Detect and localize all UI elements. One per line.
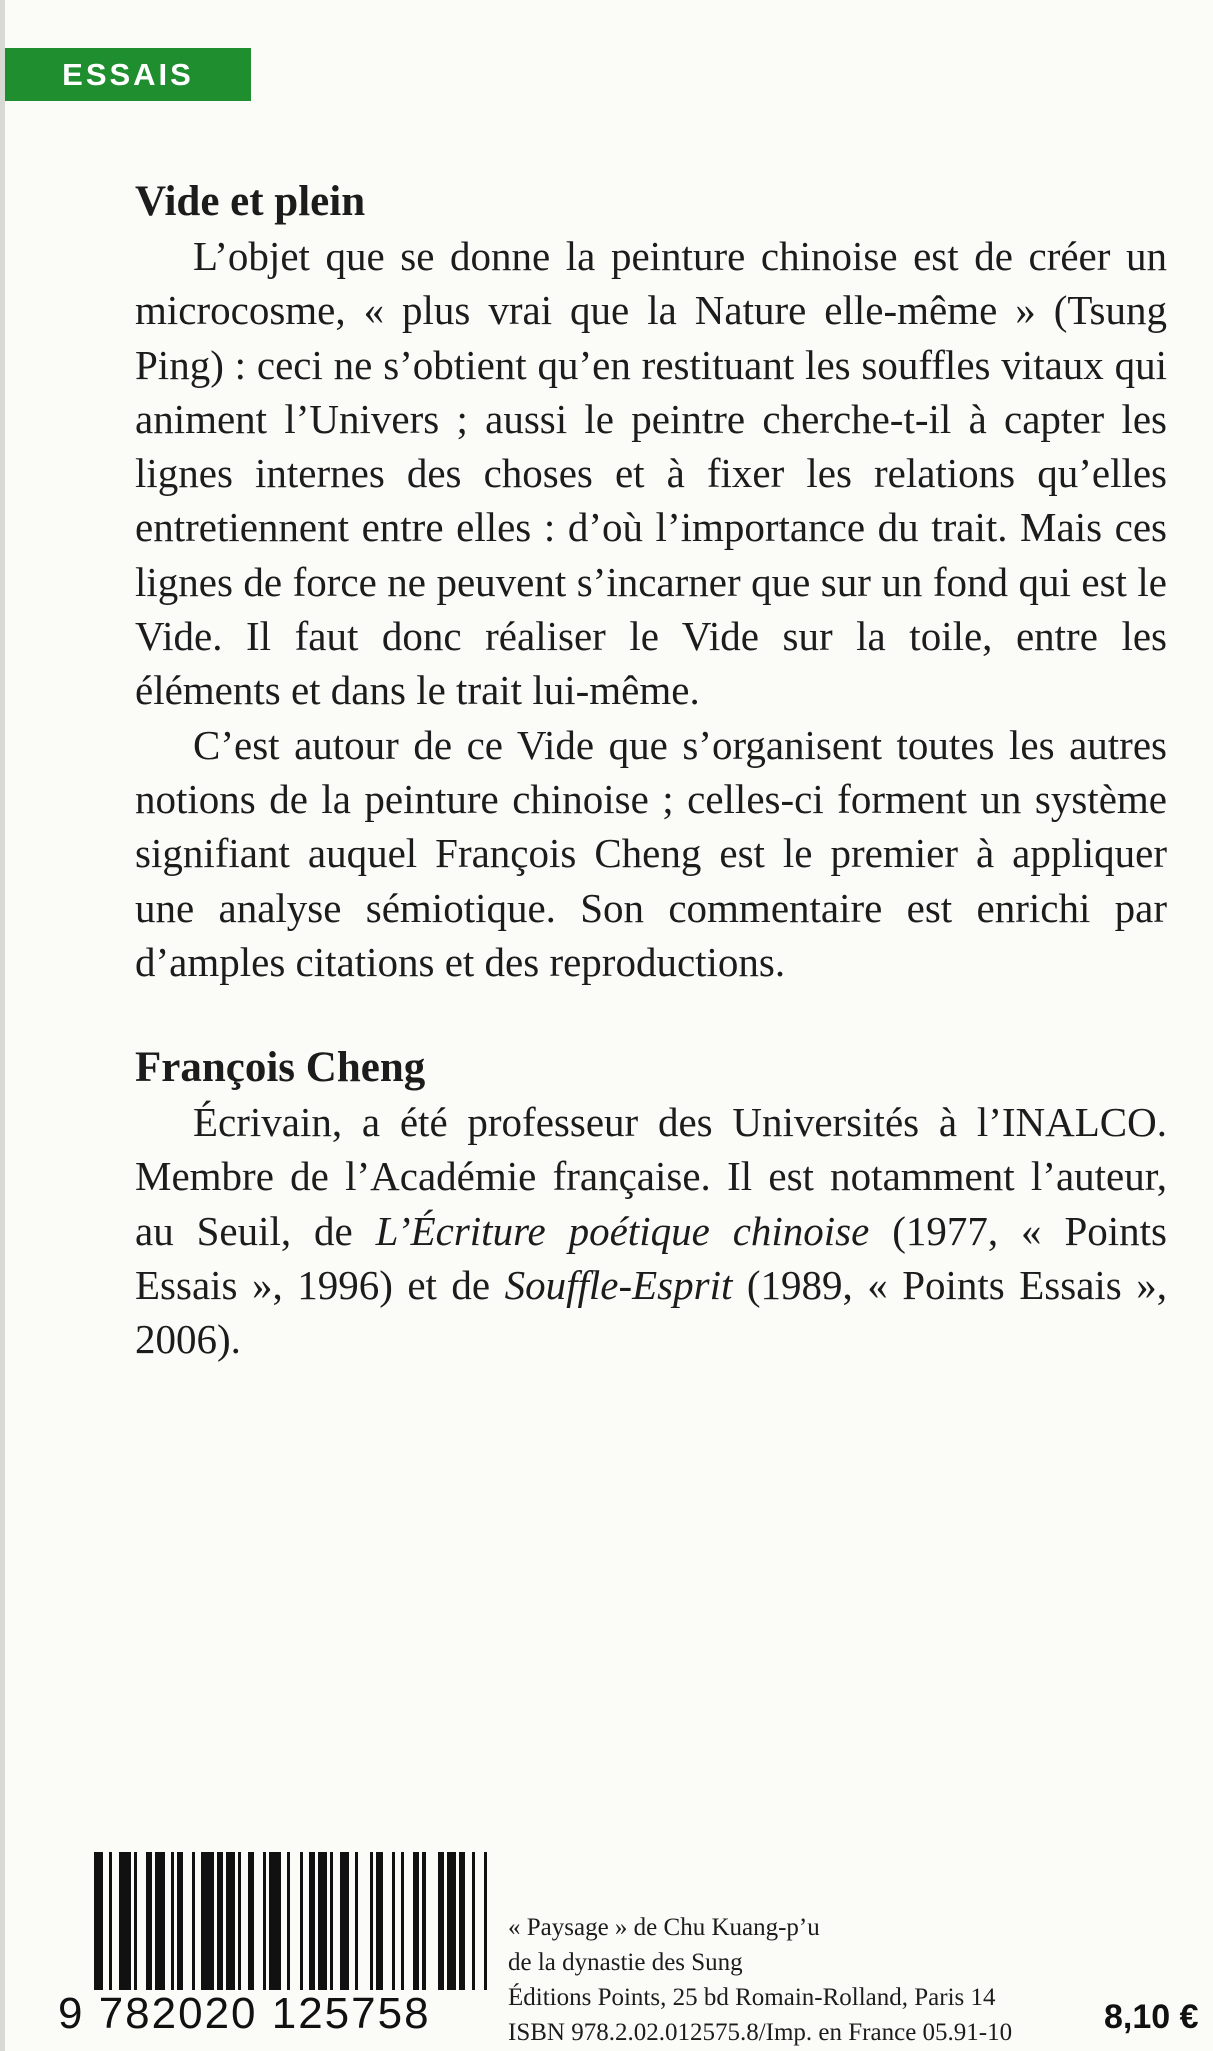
barcode-bar	[94, 1852, 103, 1990]
barcode-bar	[447, 1852, 456, 1990]
barcode-bar	[226, 1852, 235, 1990]
isbn-barcode	[58, 1852, 498, 2038]
author-bio	[135, 1095, 1167, 1366]
barcode-bar	[183, 1852, 192, 1990]
section-title-vide-et-plein: Vide et plein	[135, 178, 366, 225]
barcode-bar	[426, 1852, 438, 1990]
series-tag: ESSAIS	[5, 48, 251, 101]
cover-image-caption-line-2: de la dynastie des Sung	[508, 1949, 743, 1976]
colophon	[508, 1910, 1068, 2050]
price-label: 8,10 €	[1104, 1998, 1199, 2036]
cover-image-caption-line-1: « Paysage » de Chu Kuang-p’u	[508, 1914, 820, 1941]
barcode-bars	[94, 1852, 494, 1990]
summary-paragraph-2: C’est autour de ce Vide que s’organisent toutes les autres notions de la peinture chinoise ; celles-ci forment un système signifiant auquel François Cheng est le premier à appliquer une analyse sémiotique. Son commentaire est enrichi par d’amples citations et des reproductions.	[135, 721, 1167, 985]
summary-paragraph-1: L’objet que se donne la peinture chinoise est de créer un microcosme, « plus vrai que la Nature elle-même » (Tsung Ping) : ceci ne s’obtient qu’en restituant les souffles vitaux qui animent l’Univers ; aussi le peintre cherche-t-il à capter les lignes internes des choses et à fixer les relations qu’elles entretiennent entre elles : d’où l’importance du trait. Mais ces lignes de force ne peuvent s’incarner que sur un fond qui est le Vide. Il faut donc réaliser le Vide sur la toile, entre les éléments et dans le trait lui-même.	[135, 233, 1167, 714]
barcode-bar	[290, 1852, 299, 1990]
cover-edge	[0, 0, 5, 2051]
barcode-bar	[119, 1852, 131, 1990]
author-bio-text-2: (1977, « Points Essais », 1996) et de	[135, 1207, 1167, 1309]
barcode-bar	[269, 1852, 281, 1990]
barcode-bar	[137, 1852, 146, 1990]
book-title-ecriture-poetique: L’Écriture poétique chinoise	[375, 1207, 870, 1254]
barcode-bar	[475, 1852, 484, 1990]
barcode-bar	[254, 1852, 263, 1990]
barcode-bar	[358, 1852, 370, 1990]
barcode-digits: 9 782020 125758	[58, 1989, 431, 2038]
barcode-bar	[487, 1852, 493, 1990]
author-name-heading: François Cheng	[135, 1044, 426, 1092]
publisher-address: Éditions Points, 25 bd Romain-Rolland, Paris 14	[508, 1984, 996, 2011]
isbn-line: ISBN 978.2.02.012575.8/Imp. en France 05.91-10	[508, 2019, 1013, 2046]
barcode-bar	[404, 1852, 413, 1990]
back-cover-text	[135, 175, 1167, 1367]
barcode-bar	[201, 1852, 213, 1990]
author-bio-text-3: (1989, « Points Essais », 2006).	[135, 1262, 1167, 1363]
barcode-bar	[155, 1852, 164, 1990]
book-title-souffle-esprit: Souffle-Esprit	[504, 1262, 733, 1309]
barcode-bar	[340, 1852, 349, 1990]
barcode-bar	[383, 1852, 392, 1990]
barcode-bar	[318, 1852, 327, 1990]
author-bio-text-1: Écrivain, a été professeur des Universités à l’INALCO. Membre de l’Académie française. Il est notamment l’auteur, au Seuil, de	[135, 1099, 1167, 1254]
